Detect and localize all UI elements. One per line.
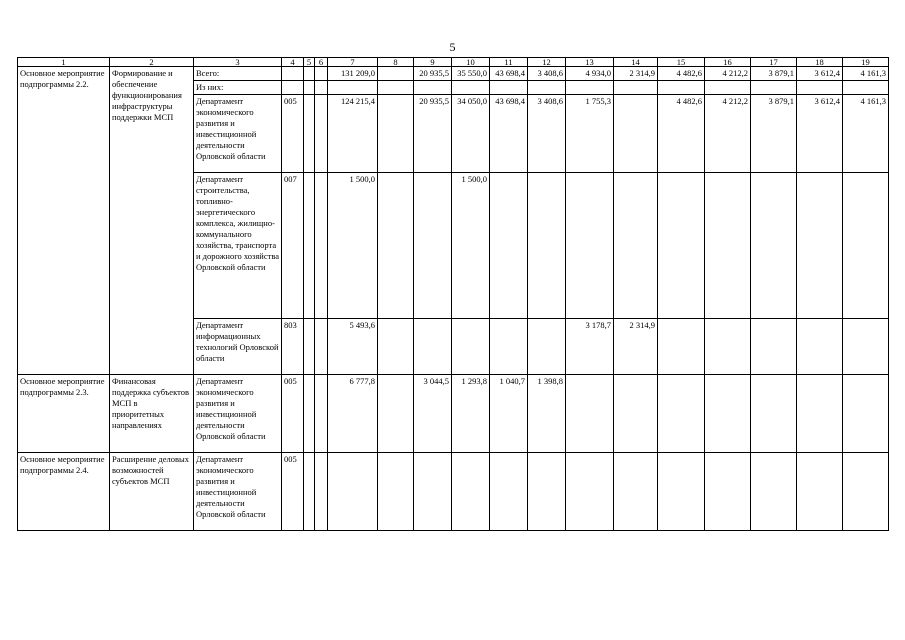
- empty-cell: [528, 453, 566, 531]
- value-cell: 4 161,3: [843, 95, 889, 173]
- empty-cell: [705, 81, 751, 95]
- activity-name: Основное мероприятие подпрограммы 2.2.: [18, 67, 110, 375]
- header-cell: 16: [705, 58, 751, 67]
- value-cell: 1 293,8: [452, 375, 490, 453]
- header-cell: 7: [328, 58, 378, 67]
- value-cell: 20 935,5: [414, 95, 452, 173]
- value-cell: 124 215,4: [328, 95, 378, 173]
- value-cell: 131 209,0: [328, 67, 378, 81]
- value-cell: 43 698,4: [490, 67, 528, 81]
- empty-cell: [304, 81, 315, 95]
- empty-cell: [614, 81, 658, 95]
- empty-cell: [705, 173, 751, 319]
- empty-cell: [452, 453, 490, 531]
- empty-cell: [328, 453, 378, 531]
- header-cell: 4: [282, 58, 304, 67]
- empty-cell: [705, 319, 751, 375]
- value-cell: 34 050,0: [452, 95, 490, 173]
- empty-cell: [566, 81, 614, 95]
- empty-cell: [751, 319, 797, 375]
- empty-cell: [614, 375, 658, 453]
- value-cell: 43 698,4: [490, 95, 528, 173]
- value-cell: 3 879,1: [751, 67, 797, 81]
- empty-cell: [315, 67, 328, 81]
- value-cell: 3 612,4: [797, 67, 843, 81]
- budget-table: [17, 57, 889, 531]
- value-cell: 1 755,3: [566, 95, 614, 173]
- empty-cell: [843, 319, 889, 375]
- value-cell: 3 612,4: [797, 95, 843, 173]
- empty-cell: [304, 453, 315, 531]
- activity-description: Формирование и обеспечение функционирования инфраструктуры поддержки МСП: [110, 67, 194, 375]
- empty-cell: [304, 173, 315, 319]
- executor-cell: Департамент экономического развития и инвестиционной деятельности Орловской области: [194, 375, 282, 453]
- empty-cell: [658, 453, 705, 531]
- header-cell: 19: [843, 58, 889, 67]
- table-row: [18, 67, 889, 81]
- empty-cell: [378, 375, 414, 453]
- value-cell: 2 314,9: [614, 67, 658, 81]
- empty-cell: [528, 319, 566, 375]
- empty-cell: [705, 453, 751, 531]
- empty-cell: [528, 81, 566, 95]
- value-cell: 4 934,0: [566, 67, 614, 81]
- empty-cell: [490, 81, 528, 95]
- empty-cell: [705, 375, 751, 453]
- value-cell: 20 935,5: [414, 67, 452, 81]
- empty-cell: [378, 319, 414, 375]
- empty-cell: [797, 81, 843, 95]
- empty-cell: [452, 319, 490, 375]
- empty-cell: [614, 173, 658, 319]
- header-cell: 17: [751, 58, 797, 67]
- value-cell: 2 314,9: [614, 319, 658, 375]
- empty-cell: [304, 67, 315, 81]
- empty-cell: [328, 81, 378, 95]
- empty-cell: [282, 81, 304, 95]
- code-cell: 803: [282, 319, 304, 375]
- table-row: [18, 375, 889, 453]
- empty-cell: [304, 375, 315, 453]
- value-cell: 1 040,7: [490, 375, 528, 453]
- executor-cell: Всего:: [194, 67, 282, 81]
- empty-cell: [490, 173, 528, 319]
- empty-cell: [614, 453, 658, 531]
- value-cell: 1 500,0: [452, 173, 490, 319]
- empty-cell: [378, 81, 414, 95]
- column-number-header: [18, 58, 889, 67]
- empty-cell: [751, 81, 797, 95]
- header-cell: 6: [315, 58, 328, 67]
- page-number: 5: [449, 40, 456, 54]
- executor-cell: Департамент экономического развития и инвестиционной деятельности Орловской области: [194, 453, 282, 531]
- value-cell: 3 408,6: [528, 95, 566, 173]
- empty-cell: [566, 173, 614, 319]
- empty-cell: [797, 173, 843, 319]
- executor-cell: Департамент строительства, топливно-энергетического комплекса, жилищно-коммунального хозяйства, транспорта и дорожного хозяйства Орловской области: [194, 173, 282, 319]
- empty-cell: [490, 453, 528, 531]
- code-cell: 005: [282, 375, 304, 453]
- header-cell: 1: [18, 58, 110, 67]
- empty-cell: [566, 453, 614, 531]
- empty-cell: [304, 95, 315, 173]
- executor-cell: Департамент информационных технологий Орловской области: [194, 319, 282, 375]
- value-cell: 1 500,0: [328, 173, 378, 319]
- empty-cell: [566, 375, 614, 453]
- empty-cell: [843, 81, 889, 95]
- empty-cell: [315, 173, 328, 319]
- empty-cell: [304, 319, 315, 375]
- code-cell: 005: [282, 453, 304, 531]
- activity-name: Основное мероприятие подпрограммы 2.4.: [18, 453, 110, 531]
- empty-cell: [414, 319, 452, 375]
- value-cell: 4 212,2: [705, 67, 751, 81]
- empty-cell: [843, 173, 889, 319]
- empty-cell: [490, 319, 528, 375]
- empty-cell: [843, 453, 889, 531]
- header-cell: 14: [614, 58, 658, 67]
- header-cell: 2: [110, 58, 194, 67]
- empty-cell: [658, 319, 705, 375]
- executor-cell: Из них:: [194, 81, 282, 95]
- value-cell: 3 408,6: [528, 67, 566, 81]
- value-cell: 3 879,1: [751, 95, 797, 173]
- empty-cell: [751, 375, 797, 453]
- empty-cell: [658, 375, 705, 453]
- header-cell: 12: [528, 58, 566, 67]
- empty-cell: [452, 81, 490, 95]
- header-cell: 13: [566, 58, 614, 67]
- header-cell: 10: [452, 58, 490, 67]
- activity-description: Финансовая поддержка субъектов МСП в приоритетных направлениях: [110, 375, 194, 453]
- empty-cell: [378, 173, 414, 319]
- empty-cell: [378, 95, 414, 173]
- empty-cell: [315, 375, 328, 453]
- value-cell: 6 777,8: [328, 375, 378, 453]
- value-cell: [614, 95, 658, 173]
- empty-cell: [751, 173, 797, 319]
- executor-cell: Департамент экономического развития и инвестиционной деятельности Орловской области: [194, 95, 282, 173]
- value-cell: 3 178,7: [566, 319, 614, 375]
- value-cell: 4 212,2: [705, 95, 751, 173]
- value-cell: 1 398,8: [528, 375, 566, 453]
- header-cell: 5: [304, 58, 315, 67]
- empty-cell: [843, 375, 889, 453]
- empty-cell: [315, 319, 328, 375]
- empty-cell: [658, 81, 705, 95]
- empty-cell: [797, 375, 843, 453]
- empty-cell: [414, 453, 452, 531]
- value-cell: 4 482,6: [658, 95, 705, 173]
- code-cell: [282, 67, 304, 81]
- value-cell: 4 161,3: [843, 67, 889, 81]
- header-cell: 3: [194, 58, 282, 67]
- value-cell: 35 550,0: [452, 67, 490, 81]
- value-cell: 3 044,5: [414, 375, 452, 453]
- empty-cell: [414, 81, 452, 95]
- value-cell: 4 482,6: [658, 67, 705, 81]
- empty-cell: [378, 67, 414, 81]
- header-cell: 18: [797, 58, 843, 67]
- header-cell: 8: [378, 58, 414, 67]
- empty-cell: [315, 81, 328, 95]
- empty-cell: [797, 319, 843, 375]
- empty-cell: [315, 453, 328, 531]
- header-cell: 15: [658, 58, 705, 67]
- empty-cell: [378, 453, 414, 531]
- empty-cell: [315, 95, 328, 173]
- code-cell: 005: [282, 95, 304, 173]
- header-cell: 9: [414, 58, 452, 67]
- code-cell: 007: [282, 173, 304, 319]
- activity-name: Основное мероприятие подпрограммы 2.3.: [18, 375, 110, 453]
- table-row: [18, 453, 889, 531]
- empty-cell: [528, 173, 566, 319]
- empty-cell: [751, 453, 797, 531]
- empty-cell: [797, 453, 843, 531]
- activity-description: Расширение деловых возможностей субъектов МСП: [110, 453, 194, 531]
- empty-cell: [414, 173, 452, 319]
- value-cell: 5 493,6: [328, 319, 378, 375]
- empty-cell: [658, 173, 705, 319]
- header-cell: 11: [490, 58, 528, 67]
